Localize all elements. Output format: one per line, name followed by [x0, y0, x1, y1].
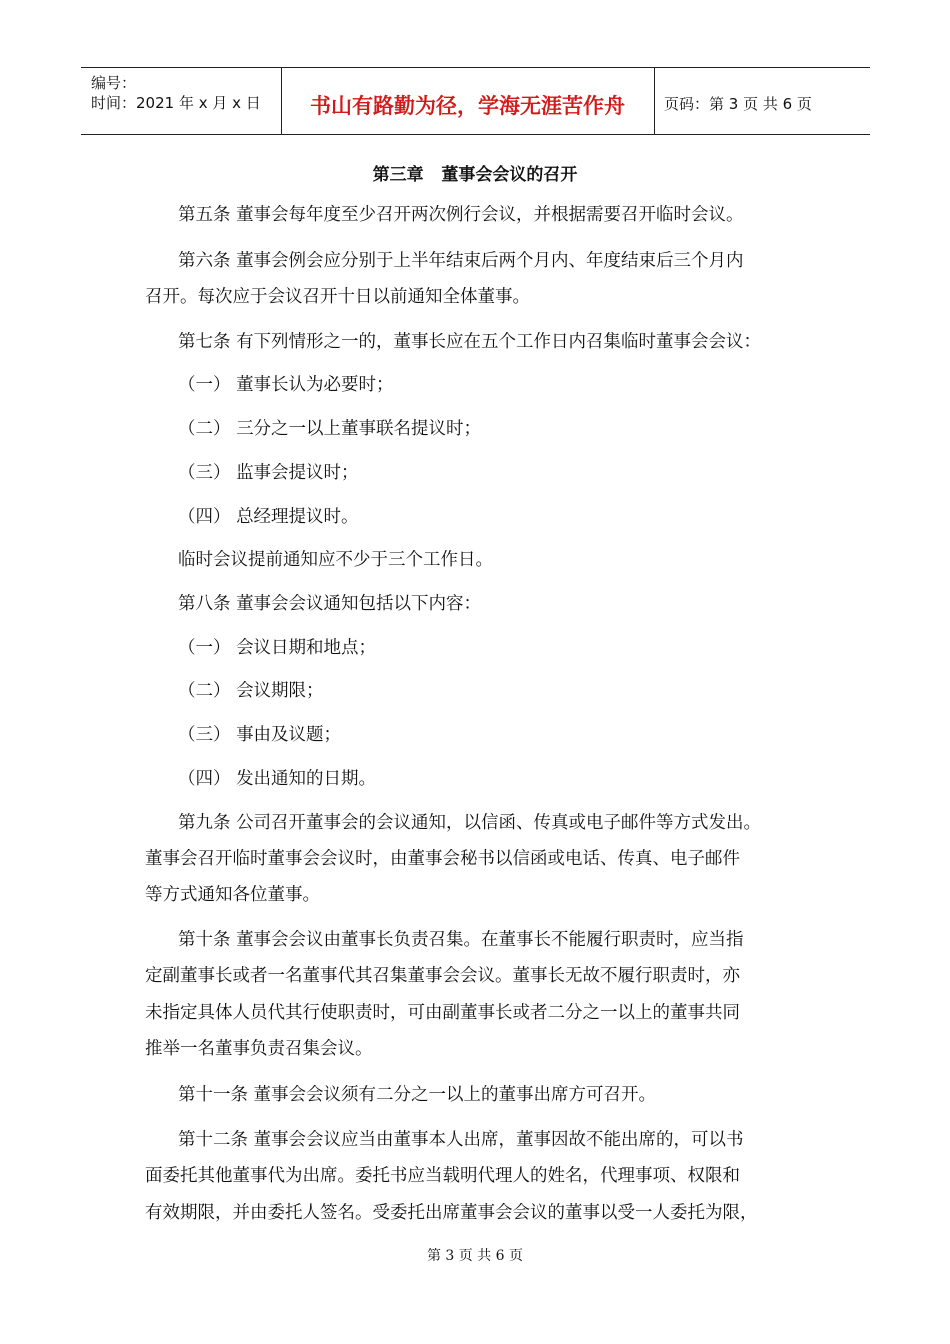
text-line: 第六条 董事会例会应分别于上半年结束后两个月内、年度结束后三个月内: [178, 251, 744, 271]
list-item: （一） 董事长认为必要时；: [178, 375, 394, 395]
text-line: 第七条 有下列情形之一的，董事长应在五个工作日内召集临时董事会会议：: [178, 332, 762, 352]
list-item: （二） 会议期限；: [178, 681, 324, 701]
list-item: （四） 发出通知的日期。: [178, 769, 377, 789]
list-item: （三） 事由及议题；: [178, 725, 342, 745]
page-footer: 第 3 页 共 6 页: [426, 1248, 524, 1264]
text-line: 第八条 董事会会议通知包括以下内容：: [178, 594, 482, 614]
text-line: 面委托其他董事代为出席。委托书应当载明代理人的姓名，代理事项、权限和: [145, 1166, 740, 1186]
list-item: （一） 会议日期和地点；: [178, 638, 377, 658]
document-number-label: 编号：: [91, 74, 137, 92]
header-right-cell: [654, 68, 870, 134]
header-left-cell: [81, 68, 282, 134]
list-item: （三） 监事会提议时；: [178, 463, 359, 483]
list-item: （四） 总经理提议时。: [178, 507, 359, 527]
text-line: 推举一名董事负责召集会议。: [145, 1039, 373, 1059]
header-center-cell: [281, 68, 655, 134]
text-line: 未指定具体人员代其行使职责时，可由副董事长或者二分之一以上的董事共同: [145, 1003, 740, 1023]
text-line: 第十条 董事会会议由董事长负责召集。在董事长不能履行职责时，应当指: [178, 930, 744, 950]
text-line: 第九条 公司召开董事会的会议通知，以信函、传真或电子邮件等方式发出。: [178, 813, 762, 833]
document-date-label: 时间：2021 年 x 月 x 日: [91, 94, 261, 112]
text-line: 定副董事长或者一名董事代其召集董事会会议。董事长无故不履行职责时，亦: [145, 966, 740, 986]
text-line: 第十二条 董事会会议应当由董事本人出席，董事因故不能出席的，可以书: [178, 1130, 744, 1150]
text-line: 临时会议提前通知应不少于三个工作日。: [178, 550, 493, 570]
text-line: 等方式通知各位董事。: [145, 885, 320, 905]
text-line: 董事会召开临时董事会会议时，由董事会秘书以信函或电话、传真、电子邮件: [145, 849, 740, 869]
text-line: 召开。每次应于会议召开十日以前通知全体董事。: [145, 287, 530, 307]
text-line: 第五条 董事会每年度至少召开两次例行会议，并根据需要召开临时会议。: [178, 205, 744, 225]
text-line: 有效期限，并由委托人签名。受委托出席董事会会议的董事以受一人委托为限，: [145, 1203, 758, 1223]
list-item: （二） 三分之一以上董事联名提议时；: [178, 419, 482, 439]
page-number-label: 页码：第 3 页 共 6 页: [664, 95, 812, 113]
text-line: 第十一条 董事会会议须有二分之一以上的董事出席方可召开。: [178, 1085, 657, 1105]
chapter-title: 第三章 董事会会议的召开: [372, 165, 578, 185]
header-motto: 书山有路勤为径，学海无涯苦作舟: [310, 94, 625, 118]
page-header: [81, 67, 870, 135]
